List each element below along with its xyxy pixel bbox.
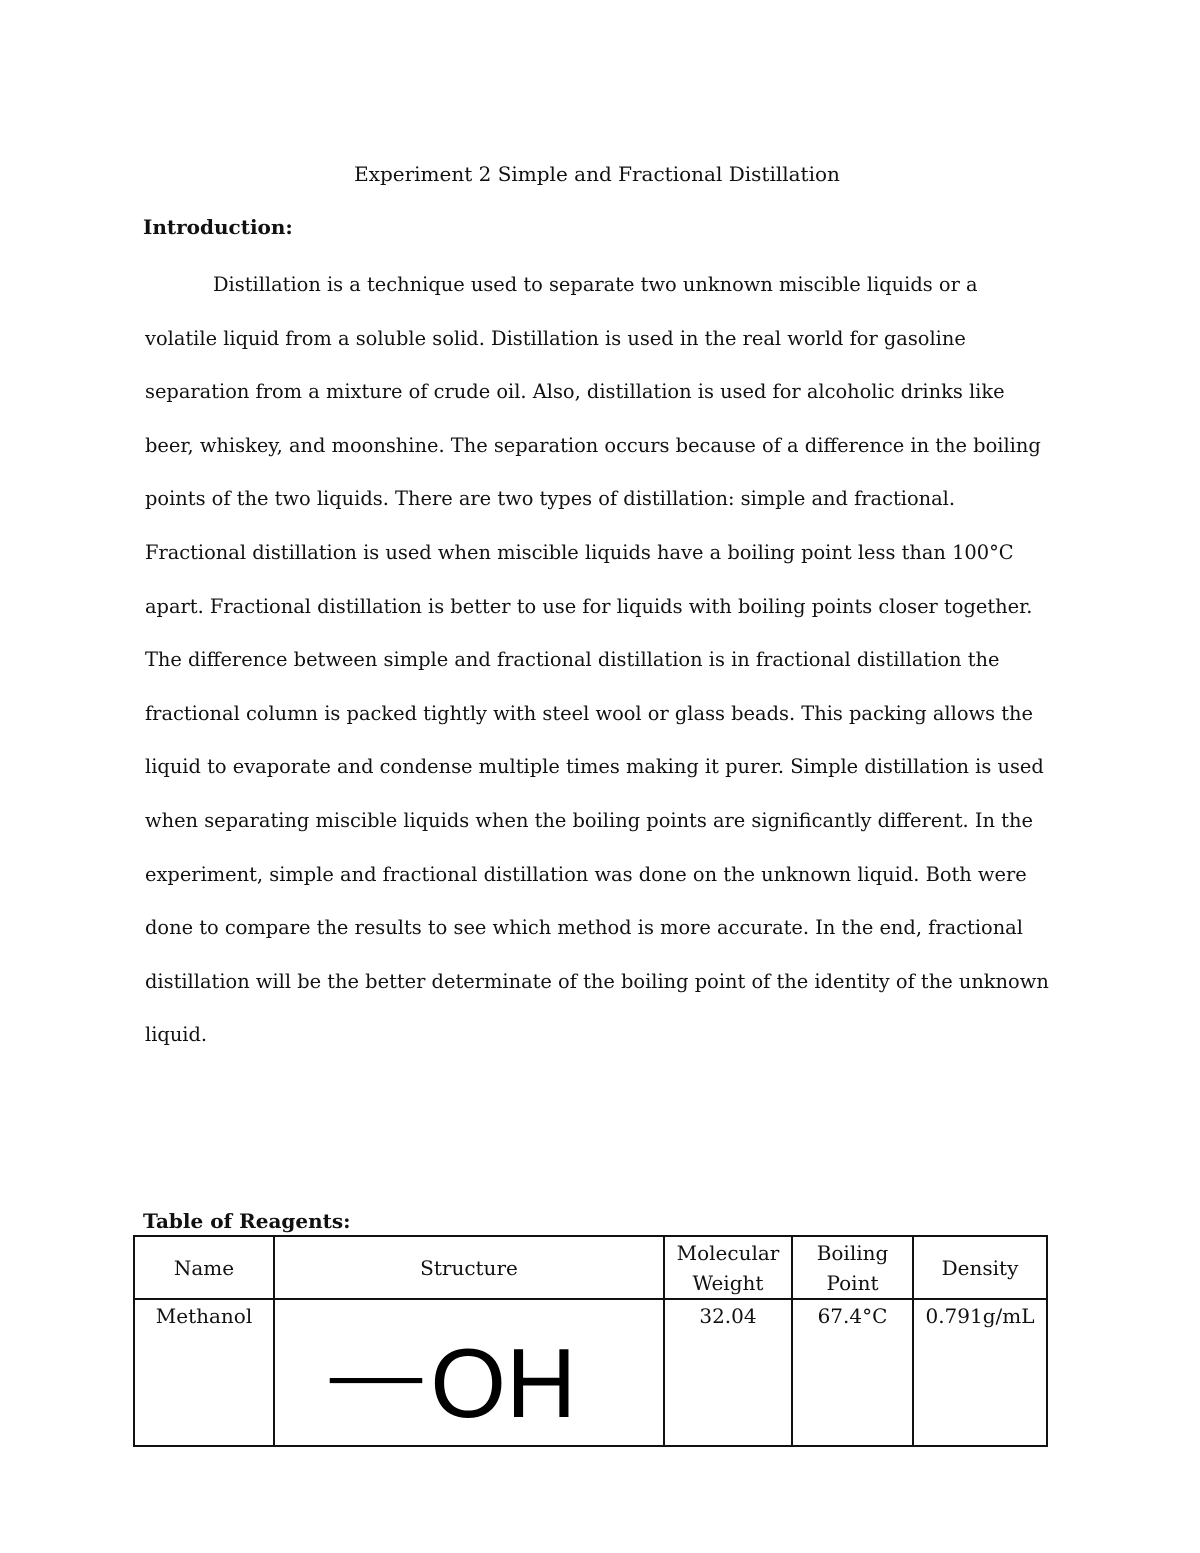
reagents-table xyxy=(133,1235,1048,1447)
table-header-row xyxy=(134,1236,1047,1299)
column-header-molecular-weight: Molecular Weight xyxy=(664,1236,792,1299)
introduction-heading: Introduction: xyxy=(143,215,293,239)
column-header-structure: Structure xyxy=(274,1236,664,1299)
reagents-table-heading: Table of Reagents: xyxy=(143,1209,351,1233)
reagent-name-cell: Methanol xyxy=(134,1299,274,1446)
boiling-point-cell: 67.4°C xyxy=(792,1299,913,1446)
density-cell: 0.791g/mL xyxy=(913,1299,1047,1446)
molecular-weight-cell: 32.04 xyxy=(664,1299,792,1446)
column-header-name: Name xyxy=(134,1236,274,1299)
methanol-structure-drawing xyxy=(275,1300,663,1445)
structure-cell xyxy=(274,1299,664,1446)
structure-hydroxyl-label: OH xyxy=(430,1327,577,1438)
introduction-paragraph: Distillation is a technique used to separate two unknown miscible liquids or a volatile liquid from a soluble solid. Distillation is used in the real world for gasoline separation from a mixture of crude oil. Also, distillation is used for alcoholic drinks like beer, whiskey, and moonshine. The separation occurs because of a difference in the boiling points of the two liquids. There are two types of distillation: simple and fractional. Fractional distillation is used when miscible liquids have a boiling point less than 100°C apart. Fractional distillation is better to use for liquids with boiling points closer together. The difference between simple and fractional distillation is in fractional distillation the fractional column is packed tightly with steel wool or glass beads. This packing allows the liquid to evaporate and condense multiple times making it purer. Simple distillation is used when separating miscible liquids when the boiling points are significantly different. In the experiment, simple and fractional distillation was done on the unknown liquid. Both were done to compare the results to see which method is more accurate. In the end, fractional distillation will be the better determinate of the boiling point of the identity of the unknown liquid. xyxy=(145,273,1049,1047)
column-header-density: Density xyxy=(913,1236,1047,1299)
table-row xyxy=(134,1299,1047,1446)
column-header-boiling-point: Boiling Point xyxy=(792,1236,913,1299)
page-title: Experiment 2 Simple and Fractional Distillation xyxy=(354,162,840,186)
